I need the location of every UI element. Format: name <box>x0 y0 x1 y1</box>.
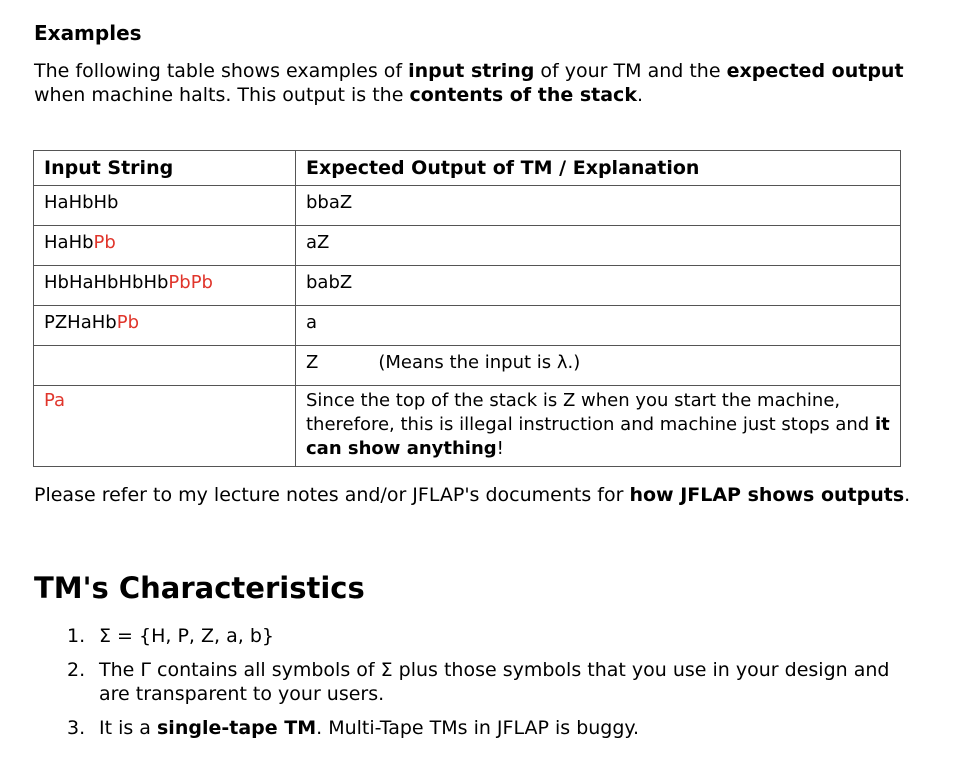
input-cell: HaHbPb <box>34 226 296 266</box>
list-number: 3. <box>67 717 86 739</box>
table-row <box>34 226 901 266</box>
table-row <box>34 266 901 306</box>
characteristics-list <box>67 624 907 750</box>
output-cell: Z (Means the input is λ.) <box>296 346 901 386</box>
input-cell <box>34 346 296 386</box>
output-cell: bbaZ <box>296 186 901 226</box>
table-row <box>34 386 901 467</box>
output-cell: babZ <box>296 266 901 306</box>
examples-table <box>33 150 901 467</box>
list-number: 1. <box>67 625 86 647</box>
input-cell: PZHaHbPb <box>34 306 296 346</box>
table-row <box>34 306 901 346</box>
list-item <box>67 658 907 706</box>
input-cell: HbHaHbHbHbPbPb <box>34 266 296 306</box>
list-item <box>67 716 907 740</box>
characteristics-heading: TM's Characteristics <box>34 571 365 605</box>
list-text: The Γ contains all symbols of Σ plus those symbols that you use in your design and are transparent to your users. <box>99 659 890 705</box>
output-cell: a <box>296 306 901 346</box>
output-cell: Since the top of the stack is Z when you start the machine, therefore, this is illegal instruction and machine just stops and it can show anything! <box>296 386 901 467</box>
output-cell: aZ <box>296 226 901 266</box>
input-cell: Pa <box>34 386 296 467</box>
header-expected-output: Expected Output of TM / Explanation <box>296 151 901 186</box>
header-input-string: Input String <box>34 151 296 186</box>
list-number: 2. <box>67 659 86 681</box>
examples-heading: Examples <box>34 21 142 45</box>
table-row <box>34 186 901 226</box>
table-row <box>34 346 901 386</box>
examples-intro: The following table shows examples of input string of your TM and the expected output when machine halts. This output is the contents of the stack. <box>34 60 904 106</box>
list-text: Σ = {H, P, Z, a, b} <box>99 625 274 647</box>
table-header-row <box>34 151 901 186</box>
input-cell: HaHbHb <box>34 186 296 226</box>
refer-paragraph: Please refer to my lecture notes and/or JFLAP's documents for how JFLAP shows outputs. <box>34 484 911 506</box>
list-item <box>67 624 907 648</box>
lambda-explanation: (Means the input is λ.) <box>378 352 581 373</box>
list-text: It is a single-tape TM. Multi-Tape TMs in JFLAP is buggy. <box>99 717 639 739</box>
